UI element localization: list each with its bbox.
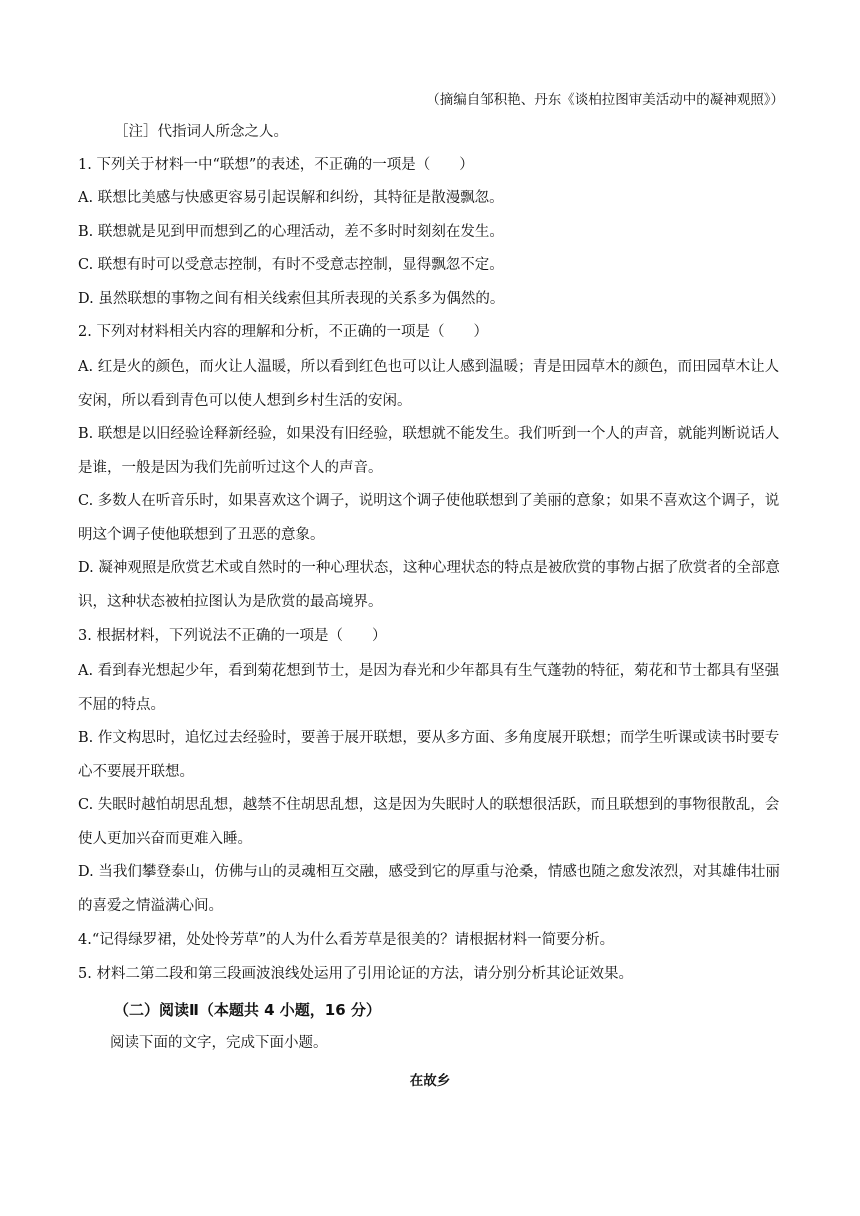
question-1-option-a: A. 联想比美感与快感更容易引起误解和纠纷，其特征是散漫飘忽。 xyxy=(78,190,504,206)
footnote: ［注］代指词人所念之人。 xyxy=(114,124,288,140)
question-2-option-c: C. 多数人在听音乐时，如果喜欢这个调子，说明这个调子使他联想到了美丽的意象；如果不喜欢这个调子，说明这个调子使他联想到了丑恶的意象。 xyxy=(78,493,780,543)
reading-instruction: 阅读下面的文字，完成下面小题。 xyxy=(110,1035,328,1051)
question-1-stem: 1. 下列关于材料一中“联想”的表述，不正确的一项是（ ） xyxy=(78,157,474,173)
question-2-option-b: B. 联想是以旧经验诠释新经验，如果没有旧经验，联想就不能发生。我们听到一个人的声音，就能判断说话人是谁，一般是因为我们先前听过这个人的声音。 xyxy=(78,426,780,476)
question-3-option-d: D. 当我们攀登泰山，仿佛与山的灵魂相互交融，感受到它的厚重与沧桑，情感也随之愈发浓烈，对其雄伟壮丽的喜爱之情溢满心间。 xyxy=(78,864,780,914)
question-1-option-c: C. 联想有时可以受意志控制，有时不受意志控制，显得飘忽不定。 xyxy=(78,257,504,273)
question-3-stem: 3. 根据材料，下列说法不正确的一项是（ ） xyxy=(78,628,387,644)
question-2-stem: 2. 下列对材料相关内容的理解和分析，不正确的一项是（ ） xyxy=(78,324,488,340)
question-4: 4.“记得绿罗裙，处处怜芳草”的人为什么看芳草是很美的？请根据材料一简要分析。 xyxy=(78,932,615,948)
question-3-option-a: A. 看到春光想起少年，看到菊花想到节士，是因为春光和少年都具有生气蓬勃的特征，菊花和节士都具有坚强不屈的特点。 xyxy=(78,663,780,713)
passage-title: 在故乡 xyxy=(409,1073,451,1089)
question-2-option-d: D. 凝神观照是欣赏艺术或自然时的一种心理状态，这种心理状态的特点是被欣赏的事物占据了欣赏者的全部意识，这种状态被柏拉图认为是欣赏的最高境界。 xyxy=(78,560,780,610)
question-5: 5. 材料二第二段和第三段画波浪线处运用了引用论证的方法，请分别分析其论证效果。 xyxy=(78,966,633,982)
question-3-option-b: B. 作文构思时，追忆过去经验时，要善于展开联想，要从多方面、多角度展开联想；而学生听课或读书时要专心不要展开联想。 xyxy=(78,730,780,780)
question-2-option-a: A. 红是火的颜色，而火让人温暖，所以看到红色也可以让人感到温暖；青是田园草木的颜色，而田园草木让人安闲，所以看到青色可以使人想到乡村生活的安闲。 xyxy=(78,359,780,409)
question-1-option-b: B. 联想就是见到甲而想到乙的心理活动，差不多时时刻刻在发生。 xyxy=(78,224,504,240)
question-3-option-c: C. 失眠时越怕胡思乱想，越禁不住胡思乱想，这是因为失眠时人的联想很活跃，而且联想到的事物很散乱，会使人更加兴奋而更难入睡。 xyxy=(78,797,780,847)
section-heading: （二）阅读Ⅱ（本题共 4 小题，16 分） xyxy=(114,1001,381,1019)
source-citation: （摘编自邹积艳、丹东《谈柏拉图审美活动中的凝神观照》） xyxy=(426,92,784,108)
question-1-option-d: D. 虽然联想的事物之间有相关线索但其所表现的关系多为偶然的。 xyxy=(78,291,505,307)
